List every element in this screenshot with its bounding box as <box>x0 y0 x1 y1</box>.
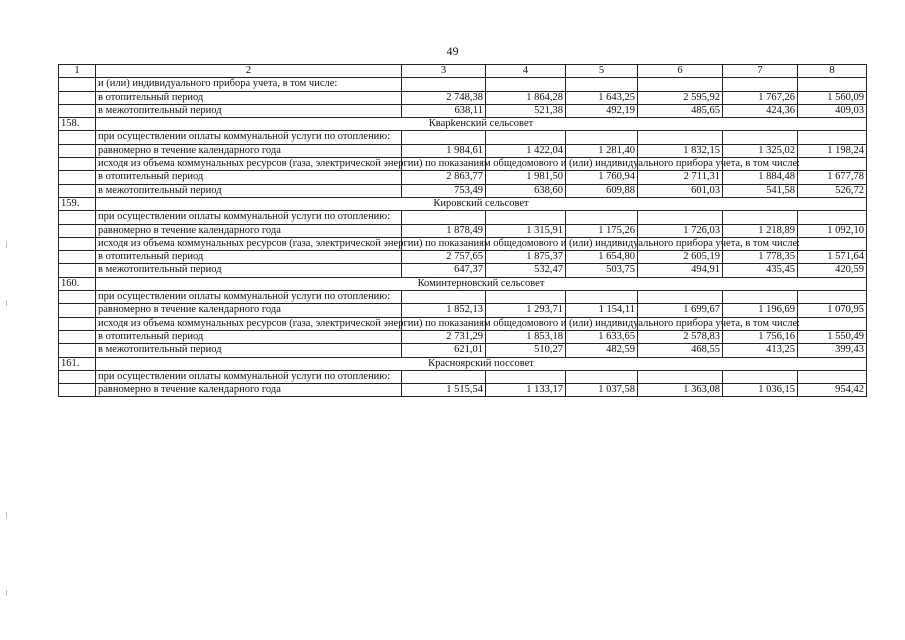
empty-cell <box>638 291 723 304</box>
value-cell: 1 550,49 <box>798 330 867 343</box>
value-cell: 753,49 <box>402 184 486 197</box>
value-cell: 1 037,58 <box>566 384 638 397</box>
empty-cell <box>723 291 798 304</box>
table-row <box>59 251 867 264</box>
empty-cell <box>486 78 566 91</box>
row-number-cell: 159. <box>59 197 96 210</box>
value-cell: 1 281,40 <box>566 144 638 157</box>
value-cell: 1 643,25 <box>566 91 638 104</box>
table-row <box>59 237 867 250</box>
table-row <box>59 104 867 117</box>
row-number-cell: 158. <box>59 118 96 131</box>
value-cell: 420,59 <box>798 264 867 277</box>
value-cell: 510,27 <box>486 344 566 357</box>
table-row <box>59 370 867 383</box>
row-label: равномерно в течение календарного года <box>96 224 402 237</box>
empty-cell <box>638 78 723 91</box>
value-cell: 2 863,77 <box>402 171 486 184</box>
value-cell: 1 154,11 <box>566 304 638 317</box>
value-cell: 1 571,64 <box>798 251 867 264</box>
table-row <box>59 291 867 304</box>
table-row <box>59 304 867 317</box>
value-cell: 1 981,50 <box>486 171 566 184</box>
empty-cell <box>402 211 486 224</box>
value-cell: 609,88 <box>566 184 638 197</box>
value-cell: 1 560,09 <box>798 91 867 104</box>
row-number-cell <box>59 144 96 157</box>
value-cell: 2 731,29 <box>402 330 486 343</box>
value-cell: 521,38 <box>486 104 566 117</box>
value-cell: 2 605,19 <box>638 251 723 264</box>
header-cell: 4 <box>486 65 566 78</box>
empty-cell <box>402 131 486 144</box>
value-cell: 2 595,92 <box>638 91 723 104</box>
value-cell: 1 036,15 <box>723 384 798 397</box>
value-cell: 1 293,71 <box>486 304 566 317</box>
value-cell: 1 198,24 <box>798 144 867 157</box>
table-row <box>59 317 867 330</box>
row-label: в межотопительный период <box>96 184 402 197</box>
section-row <box>59 118 867 131</box>
row-label: в отопительный период <box>96 171 402 184</box>
value-cell: 1 070,95 <box>798 304 867 317</box>
table-header-row <box>59 65 867 78</box>
empty-cell <box>566 131 638 144</box>
row-number-cell <box>59 291 96 304</box>
empty-cell <box>798 317 867 330</box>
value-cell: 1 092,10 <box>798 224 867 237</box>
value-cell: 1 633,65 <box>566 330 638 343</box>
section-title: Красноярский поссовет <box>96 357 867 370</box>
value-cell: 1 196,69 <box>723 304 798 317</box>
value-cell: 1 218,89 <box>723 224 798 237</box>
value-cell: 492,19 <box>566 104 638 117</box>
table-row <box>59 224 867 237</box>
value-cell: 1 677,78 <box>798 171 867 184</box>
empty-cell <box>566 78 638 91</box>
margin-mark <box>6 512 7 518</box>
value-cell: 1 875,37 <box>486 251 566 264</box>
row-label: при осуществлении оплаты коммунальной услуги по отоплению: <box>96 211 402 224</box>
value-cell: 1 884,48 <box>723 171 798 184</box>
row-number-cell <box>59 304 96 317</box>
value-cell: 647,37 <box>402 264 486 277</box>
row-number-cell <box>59 370 96 383</box>
section-row <box>59 277 867 290</box>
row-number-cell <box>59 91 96 104</box>
row-number-cell <box>59 224 96 237</box>
row-label: в отопительный период <box>96 91 402 104</box>
value-cell: 1 315,91 <box>486 224 566 237</box>
row-label: в отопительный период <box>96 251 402 264</box>
page-number: 49 <box>446 44 459 58</box>
row-number-cell <box>59 344 96 357</box>
table-row <box>59 78 867 91</box>
value-cell: 482,59 <box>566 344 638 357</box>
row-label: исходя из объема коммунальных ресурсов (газа, электрической энергии) по показаниям общедомового и (или) индивидуального прибора учета, в том числе: <box>96 317 402 330</box>
value-cell: 601,03 <box>638 184 723 197</box>
table-row <box>59 158 867 171</box>
section-row <box>59 357 867 370</box>
empty-cell <box>723 370 798 383</box>
value-cell: 1 984,61 <box>402 144 486 157</box>
row-label: в межотопительный период <box>96 344 402 357</box>
empty-cell <box>486 211 566 224</box>
row-number-cell <box>59 251 96 264</box>
row-label: исходя из объема коммунальных ресурсов (газа, электрической энергии) по показаниям общедомового и (или) индивидуального прибора учета, в том числе: <box>96 237 402 250</box>
empty-cell <box>638 370 723 383</box>
row-number-cell <box>59 131 96 144</box>
header-cell: 2 <box>96 65 402 78</box>
empty-cell <box>798 291 867 304</box>
empty-cell <box>486 370 566 383</box>
table-row <box>59 91 867 104</box>
row-number-cell <box>59 104 96 117</box>
table-row <box>59 144 867 157</box>
table-row <box>59 384 867 397</box>
row-number-cell <box>59 211 96 224</box>
row-number-cell <box>59 317 96 330</box>
value-cell: 2 748,38 <box>402 91 486 104</box>
value-cell: 413,25 <box>723 344 798 357</box>
row-label: в межотопительный период <box>96 264 402 277</box>
row-label: и (или) индивидуального прибора учета, в том числе: <box>96 78 402 91</box>
value-cell: 621,01 <box>402 344 486 357</box>
value-cell: 1 852,13 <box>402 304 486 317</box>
section-title: Кировский сельсовет <box>96 197 867 210</box>
empty-cell <box>723 211 798 224</box>
value-cell: 1 878,49 <box>402 224 486 237</box>
empty-cell <box>402 291 486 304</box>
value-cell: 1 699,67 <box>638 304 723 317</box>
row-number-cell <box>59 330 96 343</box>
empty-cell <box>798 211 867 224</box>
empty-cell <box>566 370 638 383</box>
empty-cell <box>723 78 798 91</box>
value-cell: 2 711,31 <box>638 171 723 184</box>
value-cell: 2 578,83 <box>638 330 723 343</box>
value-cell: 1 864,28 <box>486 91 566 104</box>
value-cell: 1 363,08 <box>638 384 723 397</box>
row-number-cell <box>59 78 96 91</box>
value-cell: 638,60 <box>486 184 566 197</box>
header-cell: 5 <box>566 65 638 78</box>
empty-cell <box>798 131 867 144</box>
header-cell: 8 <box>798 65 867 78</box>
header-cell: 6 <box>638 65 723 78</box>
section-title: Коминтерновский сельсовет <box>96 277 867 290</box>
value-cell: 2 757,65 <box>402 251 486 264</box>
table-row <box>59 184 867 197</box>
empty-cell <box>723 131 798 144</box>
row-label: равномерно в течение календарного года <box>96 304 402 317</box>
row-number-cell <box>59 184 96 197</box>
value-cell: 1 767,26 <box>723 91 798 104</box>
value-cell: 399,43 <box>798 344 867 357</box>
tariff-table <box>58 64 867 397</box>
empty-cell <box>486 131 566 144</box>
row-number-cell <box>59 171 96 184</box>
value-cell: 424,36 <box>723 104 798 117</box>
value-cell: 494,91 <box>638 264 723 277</box>
row-label: в отопительный период <box>96 330 402 343</box>
row-label: при осуществлении оплаты коммунальной услуги по отоплению: <box>96 370 402 383</box>
value-cell: 468,55 <box>638 344 723 357</box>
value-cell: 1 853,18 <box>486 330 566 343</box>
empty-cell <box>566 291 638 304</box>
value-cell: 1 325,02 <box>723 144 798 157</box>
row-label: в межотопительный период <box>96 104 402 117</box>
margin-mark <box>6 590 7 596</box>
value-cell: 1 778,35 <box>723 251 798 264</box>
table-body <box>59 78 867 397</box>
value-cell: 954,42 <box>798 384 867 397</box>
margin-mark <box>6 242 7 248</box>
row-number-cell <box>59 158 96 171</box>
value-cell: 532,47 <box>486 264 566 277</box>
value-cell: 1 422,04 <box>486 144 566 157</box>
row-label: равномерно в течение календарного года <box>96 144 402 157</box>
header-cell: 1 <box>59 65 96 78</box>
table-row <box>59 171 867 184</box>
empty-cell <box>798 237 867 250</box>
value-cell: 541,58 <box>723 184 798 197</box>
section-row <box>59 197 867 210</box>
empty-cell <box>798 370 867 383</box>
row-number-cell <box>59 384 96 397</box>
row-number-cell: 160. <box>59 277 96 290</box>
empty-cell <box>638 131 723 144</box>
table-row <box>59 131 867 144</box>
header-cell: 3 <box>402 65 486 78</box>
value-cell: 485,65 <box>638 104 723 117</box>
row-label: при осуществлении оплаты коммунальной услуги по отоплению: <box>96 291 402 304</box>
empty-cell <box>402 78 486 91</box>
row-label: равномерно в течение календарного года <box>96 384 402 397</box>
row-label: при осуществлении оплаты коммунальной услуги по отоплению: <box>96 131 402 144</box>
empty-cell <box>638 211 723 224</box>
value-cell: 409,03 <box>798 104 867 117</box>
value-cell: 638,11 <box>402 104 486 117</box>
value-cell: 1 133,17 <box>486 384 566 397</box>
table-row <box>59 344 867 357</box>
empty-cell <box>486 291 566 304</box>
value-cell: 1 175,26 <box>566 224 638 237</box>
value-cell: 1 654,80 <box>566 251 638 264</box>
row-number-cell <box>59 264 96 277</box>
row-label: исходя из объема коммунальных ресурсов (газа, электрической энергии) по показаниям общедомового и (или) индивидуального прибора учета, в том числе: <box>96 158 402 171</box>
section-title: Кварkенский сельсовет <box>96 118 867 131</box>
empty-cell <box>566 211 638 224</box>
value-cell: 435,45 <box>723 264 798 277</box>
margin-mark <box>6 300 7 306</box>
row-number-cell: 161. <box>59 357 96 370</box>
empty-cell <box>798 78 867 91</box>
empty-cell <box>798 158 867 171</box>
value-cell: 1 726,03 <box>638 224 723 237</box>
value-cell: 1 832,15 <box>638 144 723 157</box>
table-row <box>59 264 867 277</box>
value-cell: 503,75 <box>566 264 638 277</box>
value-cell: 526,72 <box>798 184 867 197</box>
value-cell: 1 760,94 <box>566 171 638 184</box>
value-cell: 1 756,16 <box>723 330 798 343</box>
value-cell: 1 515,54 <box>402 384 486 397</box>
row-number-cell <box>59 237 96 250</box>
header-cell: 7 <box>723 65 798 78</box>
table-row <box>59 211 867 224</box>
empty-cell <box>402 370 486 383</box>
table-row <box>59 330 867 343</box>
